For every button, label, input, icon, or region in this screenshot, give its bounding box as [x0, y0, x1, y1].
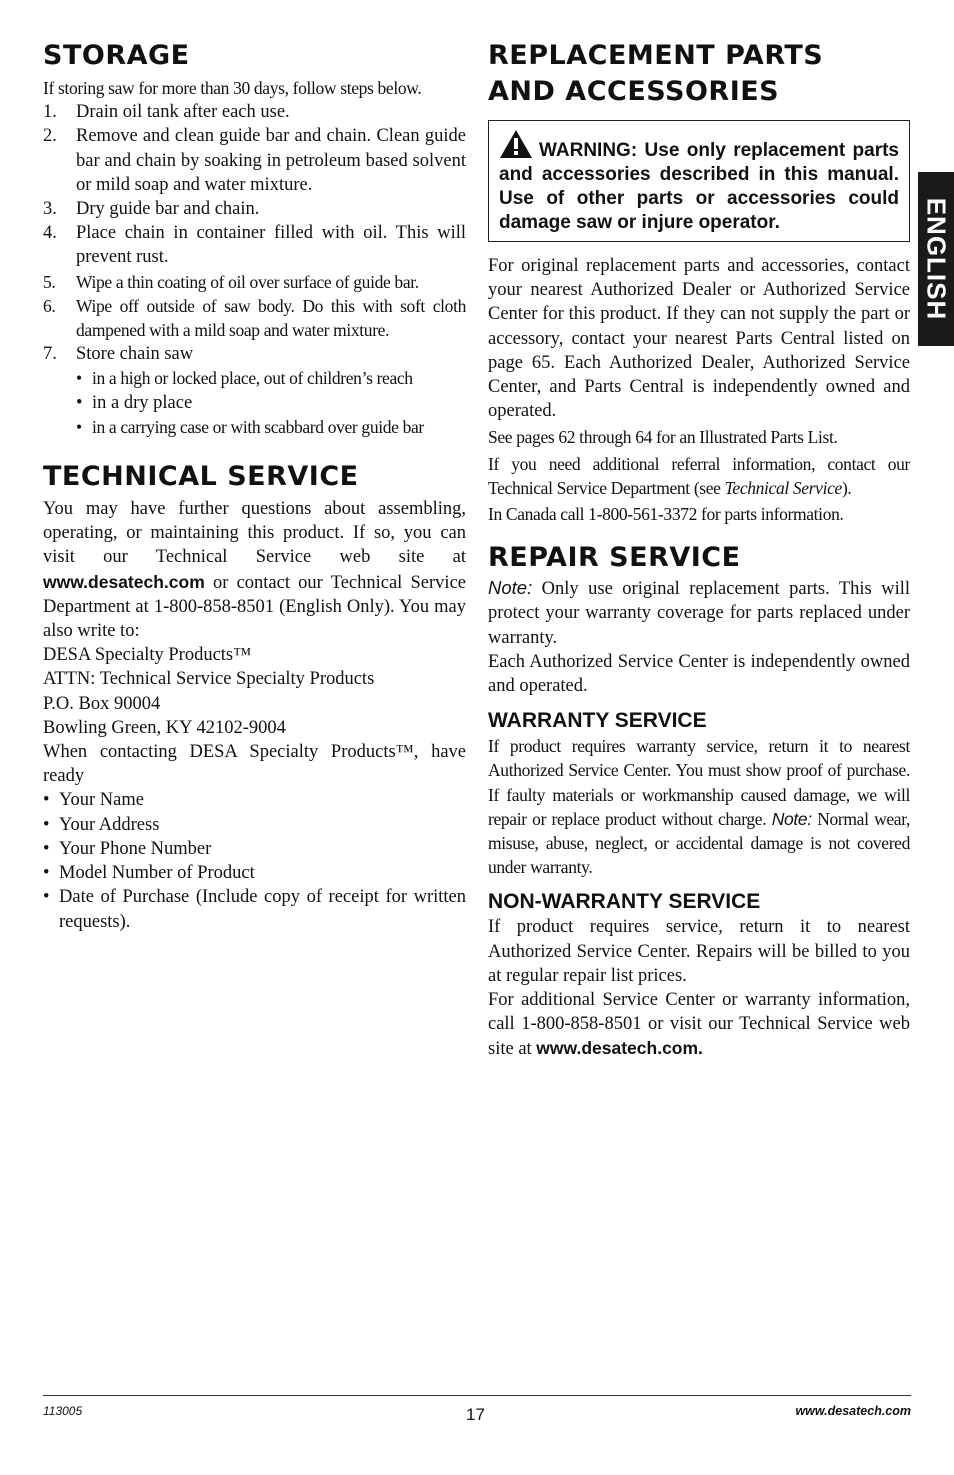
- warning-text: WARNING: Use only replacement parts and accessories described in this manual. Use of other parts or accessories could damage saw or injure operator.: [499, 140, 899, 233]
- technical-service-ref: Technical Service: [724, 477, 842, 498]
- storage-sub-item: [76, 415, 466, 439]
- replacement-section: [488, 254, 910, 526]
- step-number: 2.: [43, 126, 57, 147]
- replacement-para: For original replacement parts and accessories, contact your nearest Authorized Dealer or Authorized Service Center for this product. If they can not supply the part or accessory, contact your nearest Parts Central listed on page 65. Each Authorized Dealer, Authorized Service Center, and Parts Central is independently owned and operated.: [488, 256, 910, 422]
- bullet-icon: •: [43, 814, 50, 835]
- step-text: Wipe off outside of saw body. Do this with soft cloth dampened with a mild soap and water mixture.: [76, 295, 466, 341]
- technical-text: You may have further questions about assembling, operating, or maintaining this product. If so, you can visit our Technical Service web site at: [43, 499, 466, 568]
- right-column: [488, 38, 910, 1062]
- storage-step: [43, 221, 466, 269]
- warning-box: [488, 120, 910, 242]
- footer-divider: [43, 1395, 911, 1396]
- step-number: 1.: [43, 102, 57, 123]
- contact-item: [43, 861, 466, 885]
- language-tab-label: ENGLISH: [921, 197, 952, 321]
- replacement-heading-line: REPLACEMENT PARTS: [488, 40, 824, 71]
- step-text: Remove and clean guide bar and chain. Clean guide bar and chain by soaking in petroleum based solvent or mild soap and water mixture.: [76, 126, 466, 195]
- storage-step: [43, 197, 466, 221]
- replacement-text: ).: [841, 477, 852, 498]
- bullet-icon: •: [76, 392, 83, 413]
- storage-sub-list: [43, 366, 466, 439]
- step-text: Dry guide bar and chain.: [76, 199, 260, 220]
- address-line: Bowling Green, KY 42102-9004: [43, 717, 286, 738]
- language-tab: [918, 172, 954, 346]
- technical-url-link[interactable]: www.desatech.com: [43, 571, 205, 592]
- storage-heading: STORAGE: [43, 40, 190, 71]
- step-number: 5.: [43, 271, 56, 292]
- contact-item: [43, 788, 466, 812]
- bullet-icon: •: [43, 863, 50, 884]
- warranty-section: [488, 734, 910, 879]
- bullet-icon: •: [43, 838, 50, 859]
- contact-item-text: Model Number of Product: [59, 863, 255, 884]
- step-text: Wipe a thin coating of oil over surface of guide bar.: [76, 271, 419, 292]
- bullet-icon: •: [43, 790, 50, 811]
- repair-text: Only use original replacement parts. This will protect your warranty coverage for parts replaced under warranty.: [488, 579, 910, 648]
- bullet-icon: •: [43, 887, 50, 908]
- repair-section: [488, 576, 910, 698]
- technical-text: or contact our Technical Service Department at 1-800-858-8501 (English Only). You may also write to:: [43, 572, 466, 642]
- technical-para: [43, 497, 466, 643]
- note-label: Note:: [771, 808, 812, 829]
- technical-section: [43, 497, 466, 934]
- replacement-para: See pages 62 through 64 for an Illustrated Parts List.: [488, 427, 838, 448]
- repair-heading: REPAIR SERVICE: [488, 542, 741, 574]
- contact-item-text: Your Address: [59, 814, 160, 835]
- step-number: 7.: [43, 344, 57, 365]
- contact-item: [43, 813, 466, 837]
- replacement-heading: [488, 38, 910, 110]
- warranty-text: Normal wear, misuse, abuse, neglect, or accidental damage is not covered under warranty.: [488, 808, 910, 878]
- contact-item-text: Date of Purchase (Include copy of receipt for written requests).: [59, 887, 466, 932]
- storage-sub-item: [76, 366, 466, 390]
- storage-intro: If storing saw for more than 30 days, follow steps below.: [43, 78, 422, 98]
- warning-triangle-icon: [499, 129, 533, 159]
- warranty-para: [488, 734, 910, 879]
- replacement-para: In Canada call 1-800-561-3372 for parts information.: [488, 504, 844, 525]
- step-number: 4.: [43, 223, 57, 244]
- sub-item-text: in a high or locked place, out of children’s reach: [92, 368, 413, 389]
- storage-step: [43, 294, 466, 342]
- contact-intro: When contacting DESA Specialty Products™, have ready: [43, 742, 466, 787]
- storage-sub-item: [76, 391, 466, 415]
- address-line: ATTN: Technical Service Specialty Products: [43, 669, 375, 690]
- replacement-para: [488, 452, 910, 500]
- footer-url: www.desatech.com: [795, 1404, 911, 1418]
- nonwarranty-para: [488, 988, 910, 1062]
- left-column: [43, 38, 466, 934]
- document-code: 113005: [43, 1404, 83, 1418]
- note-label: Note:: [488, 577, 533, 599]
- warning-text-block: [499, 129, 899, 235]
- storage-step: [43, 342, 466, 366]
- sub-item-text: in a carrying case or with scabbard over guide bar: [92, 416, 424, 437]
- desatech-url-link[interactable]: www.desatech.com.: [536, 1038, 703, 1059]
- contact-item-text: Your Name: [59, 790, 144, 811]
- storage-section: [43, 76, 466, 439]
- repair-note: [488, 576, 910, 650]
- nonwarranty-heading: NON-WARRANTY SERVICE: [488, 890, 761, 914]
- step-text: Place chain in container filled with oil. This will prevent rust.: [76, 223, 466, 268]
- technical-heading: TECHNICAL SERVICE: [43, 461, 359, 493]
- address-line: P.O. Box 90004: [43, 693, 161, 714]
- replacement-text: If you need additional referral information, contact our Technical Service Department (see: [488, 453, 910, 498]
- repair-para: Each Authorized Service Center is independently owned and operated.: [488, 651, 910, 697]
- bullet-icon: •: [76, 368, 82, 389]
- bullet-icon: •: [76, 416, 82, 437]
- sub-item-text: in a dry place: [92, 392, 193, 413]
- step-number: 6.: [43, 295, 56, 316]
- storage-step: [43, 100, 466, 124]
- contact-item: [43, 837, 466, 861]
- replacement-heading-line: AND ACCESSORIES: [488, 76, 780, 107]
- contact-item-text: Your Phone Number: [59, 838, 212, 859]
- contact-item: [43, 885, 466, 933]
- page-number: 17: [466, 1405, 485, 1424]
- address-line: DESA Specialty Products™: [43, 645, 252, 666]
- storage-step: [43, 124, 466, 197]
- storage-steps-list: [43, 100, 466, 366]
- nonwarranty-para: If product requires service, return it to nearest Authorized Service Center. Repairs will be billed to you at regular repair list prices.: [488, 917, 910, 986]
- step-number: 3.: [43, 199, 57, 220]
- storage-step: [43, 270, 466, 294]
- nonwarranty-section: [488, 915, 910, 1061]
- step-text: Drain oil tank after each use.: [76, 102, 290, 123]
- contact-list: [43, 788, 466, 933]
- step-text: Store chain saw: [76, 344, 194, 365]
- nonwarranty-text: For additional Service Center or warranty information, call 1-800-858-8501 or visit our Technical Service web site at: [488, 990, 910, 1060]
- warranty-heading: WARRANTY SERVICE: [488, 709, 707, 733]
- warranty-text: If product requires warranty service, return it to nearest Authorized Service Center. You must show proof of purchase. If faulty materials or workmanship caused damage, we will repair or replace product without charge.: [488, 736, 910, 829]
